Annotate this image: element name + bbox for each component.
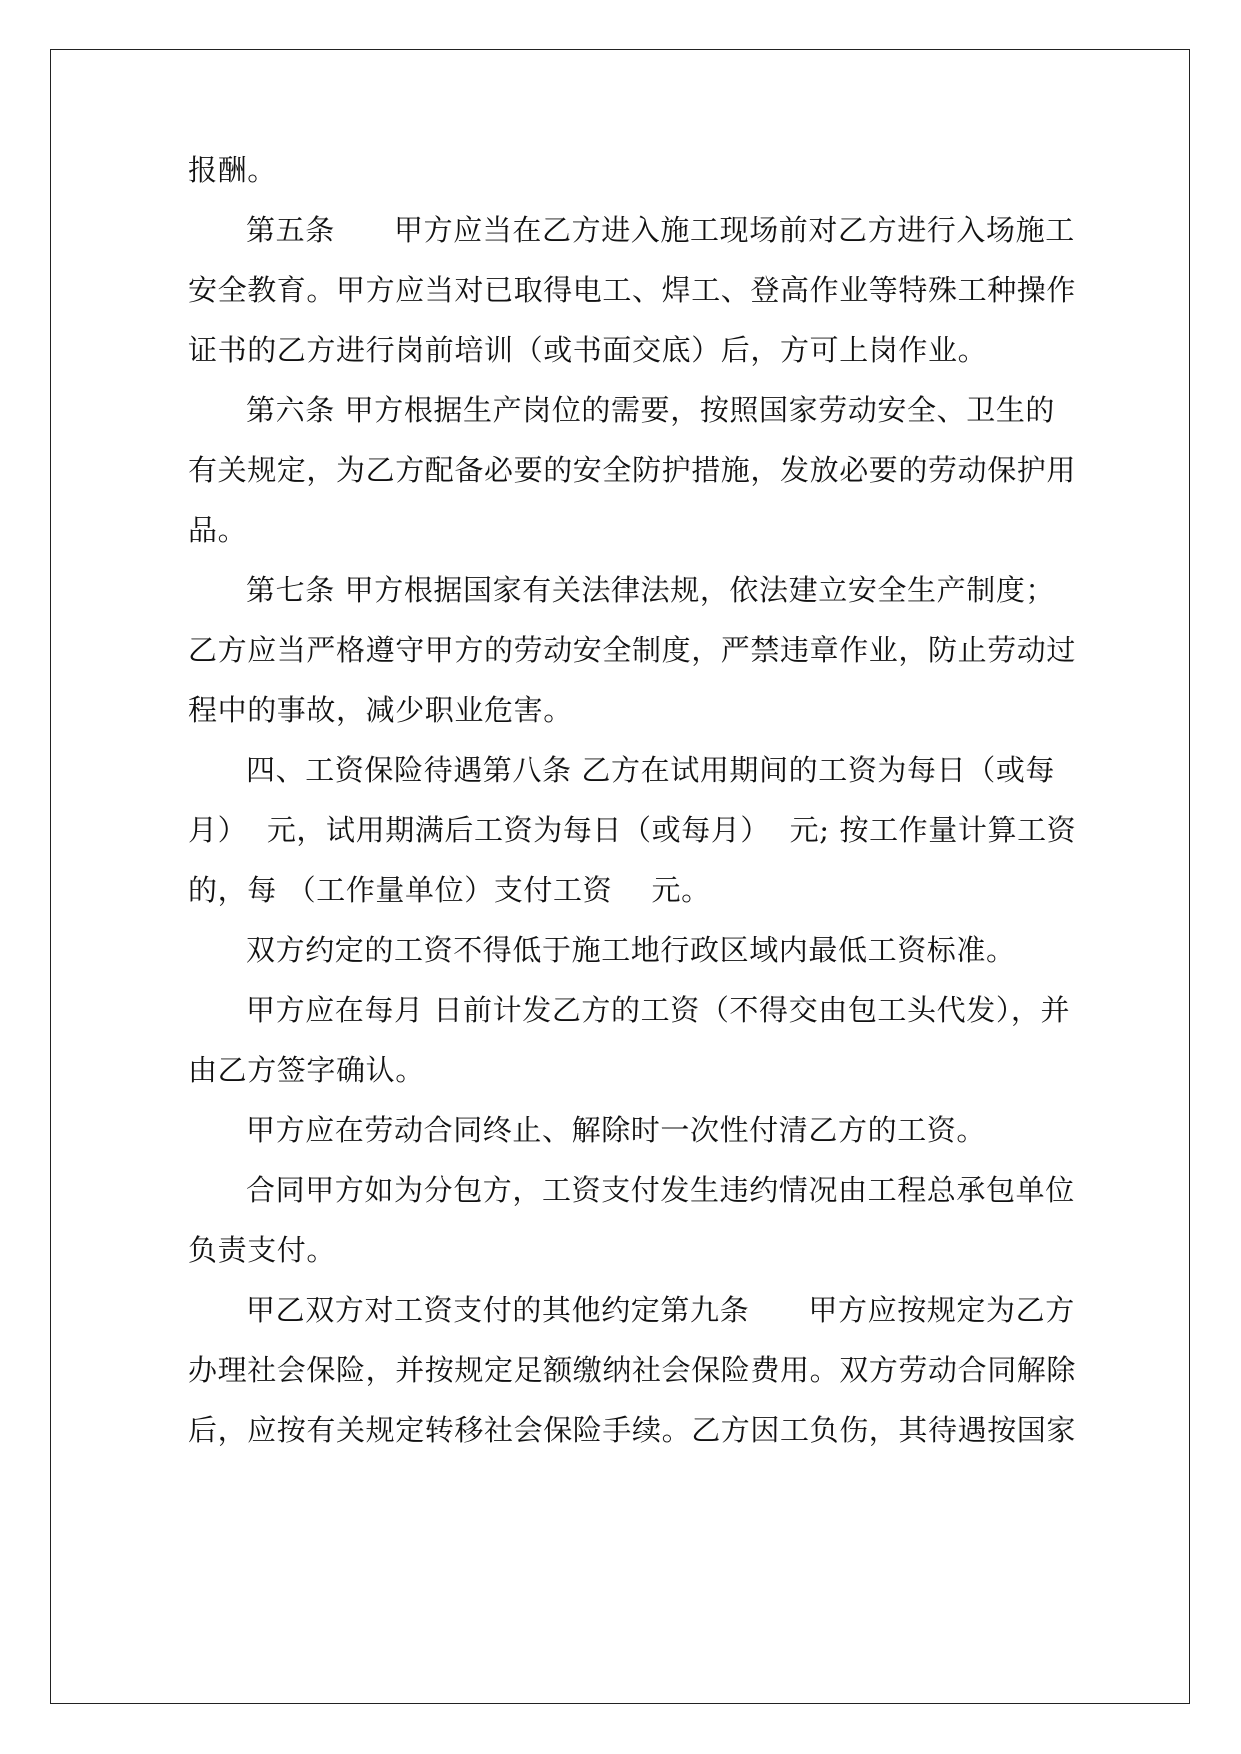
text-line: 第七条 甲方根据国家有关法律法规，依法建立安全生产制度； [246, 573, 1056, 607]
text-line: 月） 元，试用期满后工资为每日（或每月） 元; 按工作量计算工资 [188, 813, 1077, 847]
text-line: 后，应按有关规定转移社会保险手续。乙方因工负伤，其待遇按国家 [188, 1413, 1077, 1447]
text-line: 证书的乙方进行岗前培训（或书面交底）后，方可上岗作业。 [188, 333, 988, 367]
text-line: 第六条 甲方根据生产岗位的需要，按照国家劳动安全、卫生的 [246, 393, 1056, 427]
text-line: 乙方应当严格遵守甲方的劳动安全制度，严禁违章作业，防止劳动过 [188, 633, 1077, 667]
text-line: 的，每 （工作量单位）支付工资 元。 [188, 873, 711, 907]
text-line: 品。 [188, 513, 248, 547]
text-line: 甲乙双方对工资支付的其他约定第九条 甲方应按规定为乙方 [246, 1293, 1075, 1327]
text-line: 甲方应在劳动合同终止、解除时一次性付清乙方的工资。 [246, 1113, 987, 1147]
text-line: 办理社会保险，并按规定足额缴纳社会保险费用。双方劳动合同解除 [188, 1353, 1077, 1387]
text-line: 程中的事故，减少职业危害。 [188, 693, 573, 727]
text-line: 合同甲方如为分包方，工资支付发生违约情况由工程总承包单位 [246, 1173, 1075, 1207]
text-line: 负责支付。 [188, 1233, 337, 1267]
text-line: 报酬。 [188, 153, 277, 187]
text-line: 双方约定的工资不得低于施工地行政区域内最低工资标准。 [246, 933, 1016, 967]
text-line: 四、工资保险待遇第八条 乙方在试用期间的工资为每日（或每 [246, 753, 1056, 787]
text-line: 安全教育。甲方应当对已取得电工、焊工、登高作业等特殊工种操作 [188, 273, 1077, 307]
text-line: 甲方应在每月 日前计发乙方的工资（不得交由包工头代发），并 [246, 993, 1071, 1027]
text-line: 由乙方签字确认。 [188, 1053, 425, 1087]
text-line: 第五条 甲方应当在乙方进入施工现场前对乙方进行入场施工 [246, 213, 1075, 247]
text-line: 有关规定，为乙方配备必要的安全防护措施，发放必要的劳动保护用 [188, 453, 1077, 487]
